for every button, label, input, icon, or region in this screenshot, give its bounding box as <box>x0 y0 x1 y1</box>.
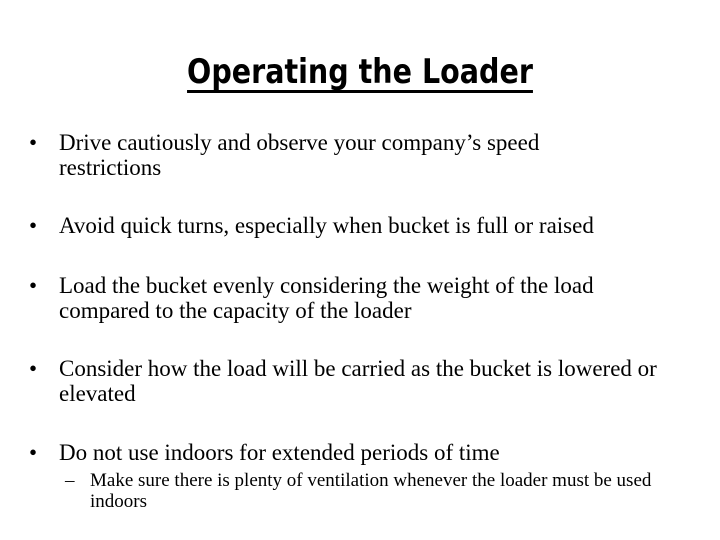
bullet-text: Load the bucket evenly considering the weight of the load compared to the capacity of the loader <box>59 273 594 323</box>
bullet-text: Drive cautiously and observe your company’s speed restrictions <box>59 130 540 180</box>
bullet-item <box>29 130 599 180</box>
bullet-item <box>29 356 699 406</box>
bullet-item <box>29 213 699 238</box>
sub-bullet-text: Make sure there is plenty of ventilation whenever the loader must be used indoors <box>90 470 652 512</box>
bullet-marker: • <box>29 356 38 381</box>
bullet-marker: • <box>29 273 38 298</box>
sub-bullet-marker: – <box>65 470 75 491</box>
bullet-item <box>29 273 659 323</box>
bullet-marker: • <box>29 130 38 155</box>
bullet-text: Consider how the load will be carried as the bucket is lowered or elevated <box>59 356 657 406</box>
bullet-text: Avoid quick turns, especially when bucket is full or raised <box>59 213 594 238</box>
slide-title: Operating the Loader <box>187 52 533 92</box>
bullet-marker: • <box>29 440 38 465</box>
sub-bullet-item <box>65 470 705 512</box>
bullet-marker: • <box>29 213 38 238</box>
bullet-text: Do not use indoors for extended periods of time <box>59 440 500 465</box>
bullet-item <box>29 440 699 465</box>
